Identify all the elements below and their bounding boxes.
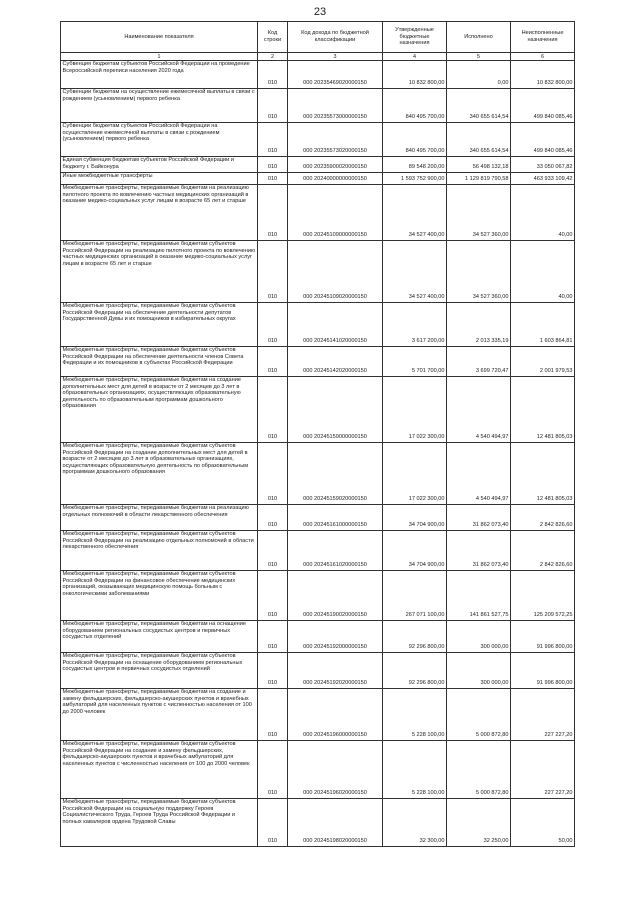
row-executed: 5 000 872,80	[447, 689, 511, 741]
row-unexecuted: 40,00	[511, 185, 575, 241]
row-name: Межбюджетные трансферты, передаваемые бюджетам субъектов Российской Федерации на создание дополнительных мест для детей в возрасте от 2 месяцев до 3 лет в образовательных организациях, осуществляющих образовательную деятельность по образовательным программам дошкольного образования	[61, 443, 258, 505]
row-executed: 2 013 335,19	[447, 303, 511, 347]
row-code: 010	[258, 173, 288, 185]
header-number: 6	[511, 53, 575, 61]
row-kbk: 000 20235573020000150	[288, 123, 383, 157]
row-name: Межбюджетные трансферты, передаваемые бюджетам субъектов Российской Федерации на социальную поддержку Героев Социалистического Труда, Героев Труда Российской Федерации и полных кавалеров ордена Трудовой Славы	[61, 799, 258, 847]
row-unexecuted: 227 227,20	[511, 741, 575, 799]
table-row	[61, 799, 575, 847]
table-row	[61, 347, 575, 377]
row-kbk: 000 20245190020000150	[288, 571, 383, 621]
row-name: Межбюджетные трансферты, передаваемые бюджетам на создание и замену фельдшерских, фельдшерско-акушерских пунктов и врачебных амбулаторий для населенных пунктов с численностью населения от 100 до 2000 человек	[61, 689, 258, 741]
table-row	[61, 741, 575, 799]
row-code: 010	[258, 377, 288, 443]
row-executed: 4 540 494,97	[447, 443, 511, 505]
row-executed: 4 540 494,97	[447, 377, 511, 443]
row-name: Межбюджетные трансферты, передаваемые бюджетам субъектов Российской Федерации на создание и замену фельдшерских, фельдшерско-акушерских пунктов и врачебных амбулаторий для населенных пунктов с численностью населения от 100 до 2000 человек	[61, 741, 258, 799]
row-approved: 34 704 900,00	[383, 531, 447, 571]
row-approved: 17 022 300,00	[383, 377, 447, 443]
row-executed: 31 862 073,40	[447, 531, 511, 571]
row-unexecuted: 2 842 826,60	[511, 505, 575, 531]
row-approved: 34 704 900,00	[383, 505, 447, 531]
table-row	[61, 157, 575, 173]
row-unexecuted: 2 842 826,60	[511, 531, 575, 571]
row-approved: 5 228 100,00	[383, 689, 447, 741]
row-code: 010	[258, 799, 288, 847]
row-unexecuted: 12 481 805,03	[511, 443, 575, 505]
row-approved: 5 701 700,00	[383, 347, 447, 377]
row-approved: 840 495 700,00	[383, 89, 447, 123]
table-row	[61, 443, 575, 505]
row-executed: 31 862 073,40	[447, 505, 511, 531]
row-approved: 34 527 400,00	[383, 185, 447, 241]
row-executed: 0,00	[447, 61, 511, 89]
row-name: Иные межбюджетные трансферты	[61, 173, 258, 185]
header-number: 3	[288, 53, 383, 61]
row-kbk: 000 20245198020000150	[288, 799, 383, 847]
header-number: 4	[383, 53, 447, 61]
row-unexecuted: 91 996 800,00	[511, 653, 575, 689]
header-number: 1	[61, 53, 258, 61]
row-unexecuted: 10 832 800,00	[511, 61, 575, 89]
table-row	[61, 377, 575, 443]
table-row	[61, 571, 575, 621]
page-number: 23	[313, 6, 327, 18]
table-row	[61, 89, 575, 123]
row-kbk: 000 20240000000000150	[288, 173, 383, 185]
row-code: 010	[258, 89, 288, 123]
row-approved: 92 296 800,00	[383, 621, 447, 653]
row-unexecuted: 50,00	[511, 799, 575, 847]
header-row	[61, 22, 575, 53]
header-unexecuted: Неисполненные назначения	[511, 22, 575, 53]
table-body	[61, 61, 575, 847]
header-kbk: Код дохода по бюджетной классификации	[288, 22, 383, 53]
row-unexecuted: 91 996 800,00	[511, 621, 575, 653]
header-number: 5	[447, 53, 511, 61]
row-kbk: 000 20245196000000150	[288, 689, 383, 741]
row-name: Межбюджетные трансферты, передаваемые бюджетам субъектов Российской Федерации на реализацию отдельных полномочий в области лекарственного обеспечения	[61, 531, 258, 571]
row-approved: 840 495 700,00	[383, 123, 447, 157]
table-row	[61, 531, 575, 571]
row-approved: 89 548 200,00	[383, 157, 447, 173]
row-kbk: 000 20235573000000150	[288, 89, 383, 123]
row-name: Межбюджетные трансферты, передаваемые бюджетам на создание дополнительных мест для детей в возрасте от 2 месяцев до 3 лет в образовательных организациях, осуществляющих образовательную деятельность по образовательным программам дошкольного образования	[61, 377, 258, 443]
row-unexecuted: 1 603 864,81	[511, 303, 575, 347]
table-row	[61, 653, 575, 689]
table-row	[61, 621, 575, 653]
row-code: 010	[258, 185, 288, 241]
header-number: 2	[258, 53, 288, 61]
row-approved: 10 832 800,00	[383, 61, 447, 89]
table-row	[61, 123, 575, 157]
header-number-row	[61, 53, 575, 61]
row-kbk: 000 20245161020000150	[288, 531, 383, 571]
row-approved: 267 071 100,00	[383, 571, 447, 621]
row-unexecuted: 33 050 067,82	[511, 157, 575, 173]
header-name: Наименование показателя	[61, 22, 258, 53]
row-code: 010	[258, 303, 288, 347]
table-row	[61, 241, 575, 303]
row-code: 010	[258, 653, 288, 689]
row-code: 010	[258, 571, 288, 621]
row-name: Межбюджетные трансферты, передаваемые бюджетам на реализацию пилотного проекта по вовлечению частных медицинских организаций в оказание медико-социальных услуг лицам в возрасте 65 лет и старше	[61, 185, 258, 241]
table-row	[61, 505, 575, 531]
row-unexecuted: 499 840 085,46	[511, 123, 575, 157]
row-code: 010	[258, 443, 288, 505]
report-table	[60, 21, 575, 847]
row-code: 010	[258, 505, 288, 531]
row-code: 010	[258, 123, 288, 157]
table-row	[61, 689, 575, 741]
header-code: Код строки	[258, 22, 288, 53]
row-kbk: 000 20245109020000150	[288, 241, 383, 303]
row-unexecuted: 125 209 572,25	[511, 571, 575, 621]
row-unexecuted: 227 227,20	[511, 689, 575, 741]
row-executed: 32 250,00	[447, 799, 511, 847]
row-name: Субвенция бюджетам субъектов Российской Федерации на проведение Всероссийской переписи населения 2020 года	[61, 61, 258, 89]
row-executed: 34 527 360,00	[447, 185, 511, 241]
row-approved: 3 617 200,00	[383, 303, 447, 347]
header-executed: Исполнено	[447, 22, 511, 53]
row-name: Субвенции бюджетам субъектов Российской Федерации на осуществление ежемесячной выплаты в связи с рождением (усыновлением) первого ребенка	[61, 123, 258, 157]
row-name: Межбюджетные трансферты, передаваемые бюджетам субъектов Российской Федерации на обеспечение деятельности членов Совета Федерации и их помощников в субъектах Российской Федерации	[61, 347, 258, 377]
row-code: 010	[258, 741, 288, 799]
row-unexecuted: 499 840 085,46	[511, 89, 575, 123]
table-row	[61, 173, 575, 185]
table-row	[61, 303, 575, 347]
table-row	[61, 185, 575, 241]
row-executed: 5 000 872,80	[447, 741, 511, 799]
row-approved: 17 022 300,00	[383, 443, 447, 505]
row-code: 010	[258, 347, 288, 377]
row-unexecuted: 2 001 979,53	[511, 347, 575, 377]
row-unexecuted: 463 933 109,42	[511, 173, 575, 185]
row-code: 010	[258, 531, 288, 571]
row-approved: 32 300,00	[383, 799, 447, 847]
row-kbk: 000 20245109000000150	[288, 185, 383, 241]
row-name: Межбюджетные трансферты, передаваемые бюджетам субъектов Российской Федерации на оснащение оборудованием региональных сосудистых центров и первичных сосудистых отделений	[61, 653, 258, 689]
row-kbk: 000 20245141020000150	[288, 303, 383, 347]
row-unexecuted: 40,00	[511, 241, 575, 303]
row-executed: 300 000,00	[447, 653, 511, 689]
row-name: Межбюджетные трансферты, передаваемые бюджетам на оснащение оборудованием региональных сосудистых центров и первичных сосудистых отделений	[61, 621, 258, 653]
row-approved: 1 593 752 900,00	[383, 173, 447, 185]
row-approved: 5 228 100,00	[383, 741, 447, 799]
row-code: 010	[258, 621, 288, 653]
row-name: Межбюджетные трансферты, передаваемые бюджетам субъектов Российской Федерации на финансовое обеспечение медицинских организаций, оказывающих медицинскую помощь больным с онкологическими заболеваниями	[61, 571, 258, 621]
row-kbk: 000 20235469020000150	[288, 61, 383, 89]
row-code: 010	[258, 241, 288, 303]
row-executed: 340 655 614,54	[447, 123, 511, 157]
row-executed: 56 498 132,18	[447, 157, 511, 173]
row-executed: 1 129 819 790,58	[447, 173, 511, 185]
row-unexecuted: 12 481 805,03	[511, 377, 575, 443]
row-kbk: 000 20235900020000150	[288, 157, 383, 173]
header-approved: Утвержденные бюджетные назначения	[383, 22, 447, 53]
row-executed: 141 861 527,75	[447, 571, 511, 621]
row-code: 010	[258, 689, 288, 741]
row-name: Межбюджетные трансферты, передаваемые бюджетам на реализацию отдельных полномочий в области лекарственного обеспечения	[61, 505, 258, 531]
row-code: 010	[258, 157, 288, 173]
row-kbk: 000 20245142020000150	[288, 347, 383, 377]
row-name: Межбюджетные трансферты, передаваемые бюджетам субъектов Российской Федерации на реализацию пилотного проекта по вовлечению частных медицинских организаций в оказание медико-социальных услуг лицам в возрасте 65 лет и старше	[61, 241, 258, 303]
row-name: Единая субвенция бюджетам субъектов Российской Федерации и бюджету г. Байконура	[61, 157, 258, 173]
row-executed: 340 655 614,54	[447, 89, 511, 123]
row-approved: 92 296 800,00	[383, 653, 447, 689]
row-name: Межбюджетные трансферты, передаваемые бюджетам субъектов Российской Федерации на обеспечение деятельности депутатов Государственной Думы и их помощников в избирательных округах	[61, 303, 258, 347]
row-approved: 34 527 400,00	[383, 241, 447, 303]
table-row	[61, 61, 575, 89]
row-kbk: 000 20245192020000150	[288, 653, 383, 689]
row-executed: 3 699 720,47	[447, 347, 511, 377]
row-kbk: 000 20245196020000150	[288, 741, 383, 799]
row-executed: 34 527 360,00	[447, 241, 511, 303]
row-name: Субвенции бюджетам на осуществление ежемесячной выплаты в связи с рождением (усыновлением) первого ребенка	[61, 89, 258, 123]
row-kbk: 000 20245161000000150	[288, 505, 383, 531]
row-executed: 300 000,00	[447, 621, 511, 653]
row-kbk: 000 20245159020000150	[288, 443, 383, 505]
row-kbk: 000 20245159000000150	[288, 377, 383, 443]
row-kbk: 000 20245192000000150	[288, 621, 383, 653]
row-code: 010	[258, 61, 288, 89]
